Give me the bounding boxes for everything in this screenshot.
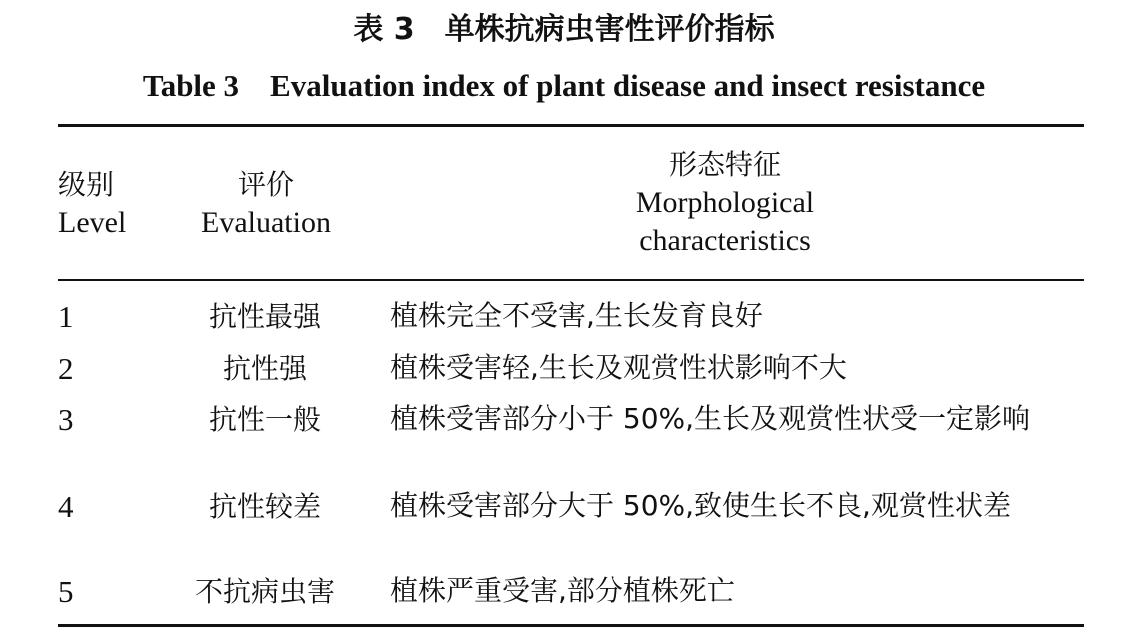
cell-morphology: 植株受害部分大于 50%,致使生长不良,观赏性状差	[390, 489, 1011, 522]
table-header-rule	[58, 279, 1084, 281]
cell-evaluation: 抗性强	[222, 352, 307, 385]
header-level	[58, 166, 126, 242]
header-morphology	[625, 146, 825, 260]
cell-evaluation: 抗性较差	[208, 490, 321, 523]
cell-level: 3	[58, 402, 74, 437]
cell-level: 5	[58, 574, 74, 609]
cell-morphology: 植株受害部分小于 50%,生长及观赏性状受一定影响	[390, 402, 1031, 435]
cell-morphology: 植株受害轻,生长及观赏性状影响不大	[390, 351, 847, 384]
cell-evaluation: 抗性最强	[208, 300, 321, 333]
cell-level: 4	[58, 489, 74, 524]
header-level-en: Level	[58, 206, 127, 239]
header-evaluation-cn: 评价	[237, 168, 294, 201]
header-level-cn: 级别	[58, 168, 115, 201]
header-evaluation	[196, 166, 336, 242]
table-bottom-rule	[58, 624, 1084, 627]
header-morphology-cn: 形态特征	[668, 148, 781, 181]
cell-morphology: 植株严重受害,部分植株死亡	[390, 574, 735, 607]
table-top-rule	[58, 124, 1084, 127]
header-morphology-en-line1: Morphological	[635, 186, 815, 219]
cell-morphology: 植株完全不受害,生长发育良好	[390, 299, 763, 332]
table-title-chinese: 表 3 单株抗病虫害性评价指标	[353, 12, 775, 47]
header-evaluation-en: Evaluation	[201, 206, 331, 239]
cell-evaluation: 抗性一般	[208, 403, 321, 436]
table-title-english: Table 3 Evaluation index of plant disease and insect resistance	[142, 68, 986, 103]
header-morphology-en-line2: characteristics	[639, 224, 811, 257]
cell-evaluation: 不抗病虫害	[194, 575, 335, 608]
cell-level: 2	[58, 351, 74, 386]
cell-level: 1	[58, 299, 74, 334]
